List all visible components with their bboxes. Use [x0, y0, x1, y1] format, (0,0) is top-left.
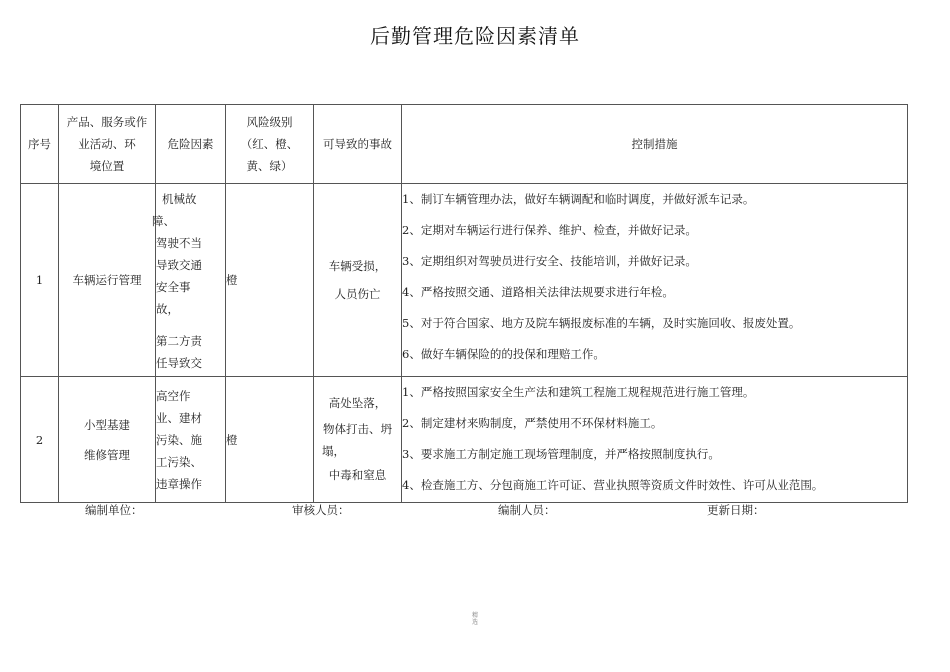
measure-item: 2、制定建材来购制度，严禁使用不环保材料施工。: [402, 416, 663, 430]
footer-editor-label: 编制人员：: [498, 503, 556, 517]
header-accident: 可导致的事故: [314, 105, 402, 184]
row-accident: 车辆受损， 人员伤亡: [314, 184, 402, 377]
measure-item: 6、做好车辆保险的的投保和理赔工作。: [402, 347, 605, 361]
table-header-row: [21, 105, 908, 184]
row-accident: 高处坠落， 物体打击、坍 塌， 中毒和窒息: [314, 377, 402, 503]
row-hazard: 高空作 业、建材 污染、施 工污染、 违章操作: [156, 377, 226, 503]
row-seq: 2: [21, 377, 59, 503]
row-risk-level: 橙: [226, 377, 314, 503]
page-title: 后勤管理危险因素清单: [370, 24, 580, 48]
header-seq: 序号: [21, 105, 59, 184]
row-activity: 小型基建 维修管理: [59, 377, 156, 503]
measure-item: 2、定期对车辆运行进行保养、维护、检查，并做好记录。: [402, 223, 697, 237]
measure-item: 3、要求施工方制定施工现场管理制度，并严格按照制度执行。: [402, 447, 720, 461]
measure-item: 4、严格按照交通、道路相关法律法规要求进行年检。: [402, 285, 674, 299]
footer-date-label: 更新日期：: [707, 503, 765, 517]
row-seq: 1: [21, 184, 59, 377]
row-activity: 车辆运行管理: [59, 184, 156, 377]
row-hazard: 机械故 障、 驾驶不当 导致交通 安全事 故， 第二方责 任导致交: [156, 184, 226, 377]
row-measures: [402, 184, 908, 377]
header-activity: 产品、服务或作 业活动、环 境位置: [59, 105, 156, 184]
measure-item: 1、制订车辆管理办法，做好车辆调配和临时调度，并做好派车记录。: [402, 192, 755, 206]
hazard-table: [20, 104, 908, 503]
footer-reviewer-label: 审核人员：: [292, 503, 350, 517]
page-mark: 精 选: [472, 612, 479, 626]
header-control: 控制措施: [402, 105, 908, 184]
header-risk-level: 风险级别 （红、橙、 黄、绿）: [226, 105, 314, 184]
row-risk-level: 橙: [226, 184, 314, 377]
header-hazard: 危险因素: [156, 105, 226, 184]
table-row: [21, 184, 908, 377]
measure-item: 1、严格按照国家安全生产法和建筑工程施工规程规范进行施工管理。: [402, 385, 755, 399]
row-measures: [402, 377, 908, 503]
measure-item: 4、检查施工方、分包商施工许可证、营业执照等资质文件时效性、许可从业范围。: [402, 478, 824, 492]
table-row: [21, 377, 908, 503]
measure-item: 3、定期组织对驾驶员进行安全、技能培训，并做好记录。: [402, 254, 697, 268]
measure-item: 5、对于符合国家、地方及院车辆报废标准的车辆，及时实施回收、报废处置。: [402, 316, 801, 330]
footer-unit-label: 编制单位：: [85, 503, 143, 517]
